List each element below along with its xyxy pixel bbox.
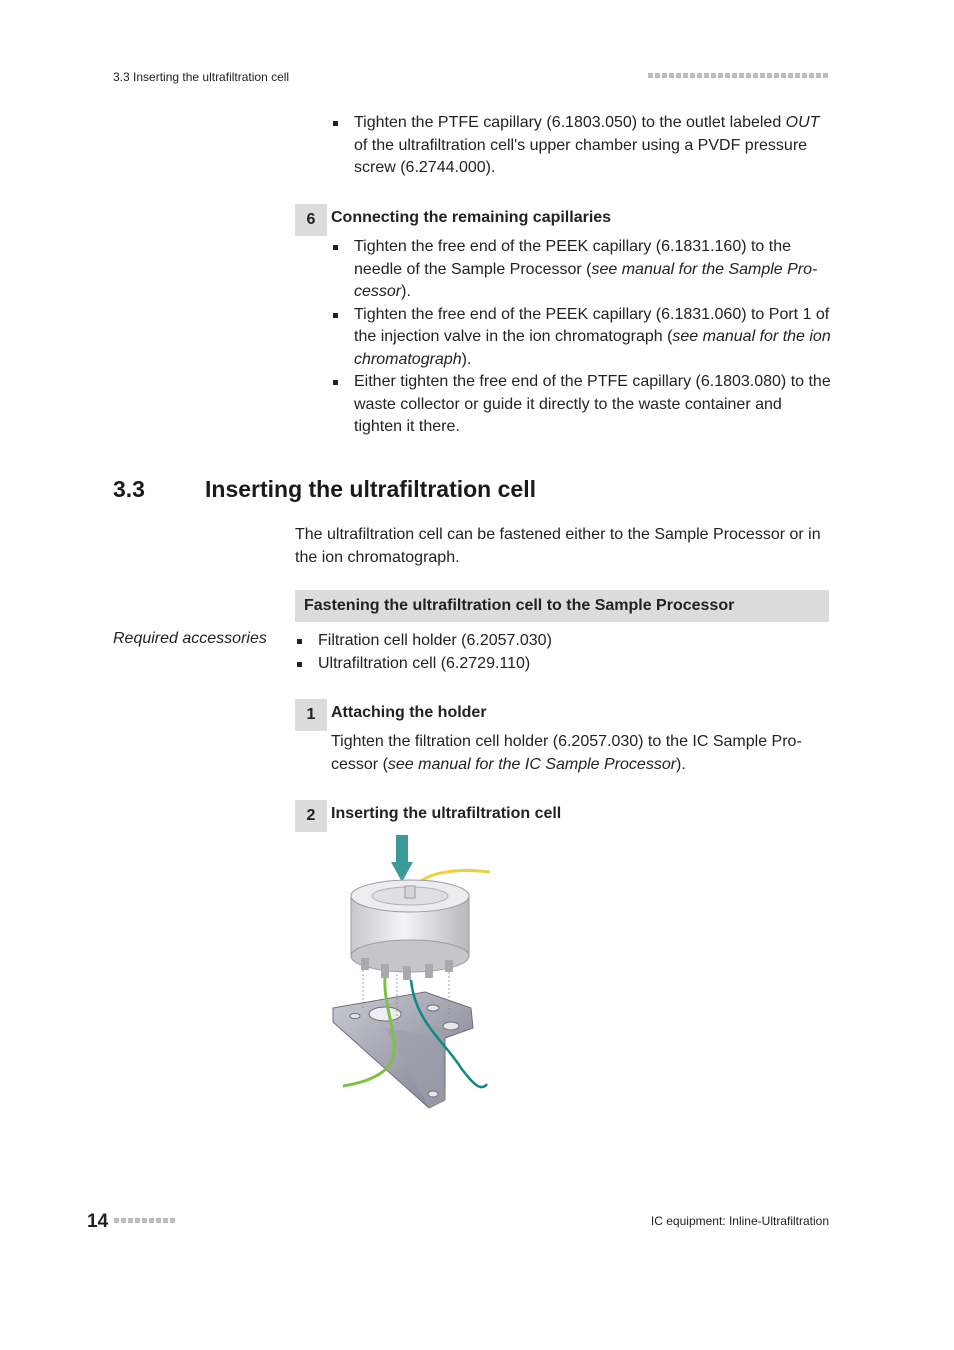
step-2-title: Inserting the ultrafiltration cell <box>331 805 562 822</box>
step-1-text: Tighten the filtration cell holder (6.2057.030) to the IC Sample Pro- cessor (see manual for the IC Sample Processor). <box>331 733 802 773</box>
header-dots-decoration <box>648 73 828 78</box>
step-6-title: Connecting the remaining capillaries <box>331 209 612 226</box>
insert-direction-arrow-icon <box>391 835 413 882</box>
section-title: Inserting the ultrafiltration cell <box>205 476 536 502</box>
section-intro: The ultrafiltration cell can be fastened either to the Sample Processor or in the ion chromatograph. <box>295 526 821 566</box>
required-accessories-label: Required accessories <box>113 630 267 647</box>
intro-bullet-list <box>331 112 831 180</box>
list-item: Either tighten the free end of the PTFE capillary (6.1803.080) to the waste collector or guide it directly to the waste container and tighten it there. <box>331 371 831 439</box>
step-6-number: 6 <box>295 204 327 236</box>
list-item: Filtration cell holder (6.2057.030) <box>295 630 815 653</box>
step-6-bullet-list <box>331 236 831 439</box>
filtration-cell-holder <box>333 992 473 1108</box>
section-number: 3.3 <box>113 476 145 502</box>
list-item: Tighten the free end of the PEEK capillary (6.1831.060) to Port 1 of the injection valve in the ion chromatograph (see manual for the ion chromatograph). <box>331 304 831 372</box>
step-2-number: 2 <box>295 800 327 832</box>
list-item: Ultrafiltration cell (6.2729.110) <box>295 653 815 676</box>
list-item: Tighten the free end of the PEEK capillary (6.1831.160) to the needle of the Sample Processor (see manual for the Sample Pro- cessor). <box>331 236 831 304</box>
subsection-heading-bar: Fastening the ultrafiltration cell to the Sample Processor <box>295 590 829 622</box>
footer-page-number: 14 <box>87 1211 109 1232</box>
accessories-list <box>295 630 815 675</box>
footer-dots-decoration <box>114 1218 175 1223</box>
step-1-title: Attaching the holder <box>331 704 487 721</box>
list-item: Tighten the PTFE capillary (6.1803.050) to the outlet labeled OUT of the ultrafiltration cell's upper chamber using a PVDF pressure screw (6.2744.000). <box>331 112 831 180</box>
ultrafiltration-cell <box>351 880 469 980</box>
ultrafiltration-cell-illustration <box>325 832 505 1114</box>
step-1-number: 1 <box>295 699 327 731</box>
header-section-ref: 3.3 Inserting the ultrafiltration cell <box>113 70 290 84</box>
footer-doc-title: IC equipment: Inline-Ultrafiltration <box>650 1214 829 1228</box>
